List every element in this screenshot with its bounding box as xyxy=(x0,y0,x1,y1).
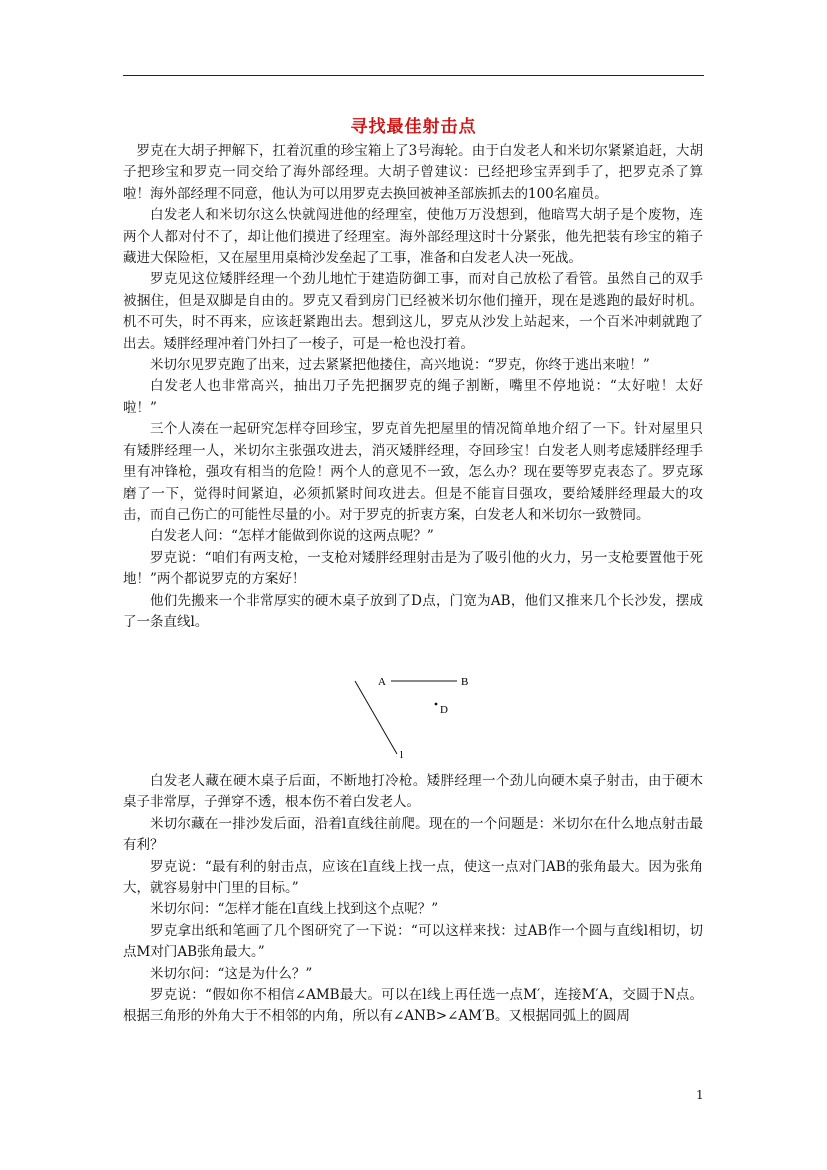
paragraph: 罗克说：“最有利的射击点，应该在l直线上找一点，使这一点对门AB的张角最大。因为张角大，就容易射中门里的目标。” xyxy=(123,858,703,897)
paragraph: 罗克拿出纸和笔画了几个图研究了一下说：“可以这样来找：过AB作一个圆与直线l相切，切点M对门AB张角最大。” xyxy=(123,922,703,961)
paragraph: 罗克说：“咱们有两支枪，一支枪对矮胖经理射击是为了吸引他的火力，另一支枪要置他于死地！”两个都说罗克的方案好！ xyxy=(123,549,703,588)
header-rule xyxy=(123,75,704,76)
paragraph: 罗克说：“假如你不相信∠AMB最大。可以在l线上再任选一点M′，连接M′A，交圆于N点。根据三角形的外角大于不相邻的内角，所以有∠ANB>∠AM′B。又根据同弧上的圆周 xyxy=(123,987,703,1025)
label-l: l xyxy=(400,749,404,761)
paragraph: 米切尔问：“这是为什么？” xyxy=(150,965,313,982)
point-d xyxy=(435,703,438,706)
geometry-figure xyxy=(350,672,480,762)
paragraph: 米切尔见罗克跑了出来，过去紧紧把他搂住，高兴地说：“罗克，你终于逃出来啦！” xyxy=(150,357,650,374)
paragraph: 罗克在大胡子押解下，扛着沉重的珍宝箱上了3号海轮。由于白发老人和米切尔紧紧追赶，大胡子把珍宝和罗克一同交给了海外部经理。大胡子曾建议：已经把珍宝弄到手了，把罗克杀了算啦！海外部经理不同意，他认为可以用罗克去换回被神圣部族抓去的100名雇员。 xyxy=(123,143,703,202)
label-d: D xyxy=(440,704,448,716)
label-a: A xyxy=(378,676,386,688)
paragraph: 白发老人问：“怎样才能做到你说的这两点呢？” xyxy=(150,528,434,545)
paragraph: 罗克见这位矮胖经理一个劲儿地忙于建造防御工事，而对自己放松了看管。虽然自己的双手被捆住，但是双脚是自由的。罗克又看到房门已经被米切尔他们撞开，现在是逃跑的最好时机。机不可失，时不再来，应该赶紧跑出去。想到这儿，罗克从沙发上站起来，一个百米冲刺就跑了出去。矮胖经理冲着门外扫了一梭子，可是一枪也没打着。 xyxy=(123,271,703,352)
paragraph: 白发老人和米切尔这么快就闯进他的经理室，使他万万没想到，他暗骂大胡子是个废物，连两个人都对付不了，却让他们摸进了经理室。海外部经理这时十分紧张，他先把装有珍宝的箱子藏进大保险柜，又在屋里用桌椅沙发垒起了工事，准备和白发老人决一死战。 xyxy=(123,207,703,267)
label-b: B xyxy=(461,676,469,688)
paragraph: 三个人凑在一起研究怎样夺回珍宝，罗克首先把屋里的情况简单地介绍了一下。针对屋里只有矮胖经理一人，米切尔主张强攻进去，消灭矮胖经理，夺回珍宝！白发老人则考虑矮胖经理手里有冲锋枪，强攻有相当的危险！两个人的意见不一致，怎么办？现在要等罗克表态了。罗克琢磨了一下，觉得时间紧迫，必须抓紧时间攻进去。但是不能盲目强攻，要给矮胖经理最大的攻击，而自己伤亡的可能性尽量的小。对于罗克的折衷方案，白发老人和米切尔一致赞同。 xyxy=(123,421,703,523)
body-upper xyxy=(123,141,703,633)
line-l xyxy=(355,681,397,754)
paragraph: 米切尔问：“怎样才能在l直线上找到这个点呢？” xyxy=(150,901,439,918)
paragraph: 他们先搬来一个非常厚实的硬木桌子放到了D点，门宽为AB，他们又推来几个长沙发，摆成了一条直线l。 xyxy=(123,592,703,630)
body-lower xyxy=(123,771,703,1028)
paragraph: 白发老人也非常高兴，抽出刀子先把捆罗克的绳子割断，嘴里不停地说：“太好啦！太好啦！” xyxy=(123,378,703,416)
paragraph: 米切尔藏在一排沙发后面，沿着l直线往前爬。现在的一个问题是：米切尔在什么地点射击最有利？ xyxy=(123,815,703,854)
page-title: 寻找最佳射击点 xyxy=(350,117,477,137)
page-number: 1 xyxy=(696,1088,704,1102)
paragraph: 白发老人藏在硬木桌子后面，不断地打冷枪。矮胖经理一个劲儿向硬木桌子射击，由于硬木桌子非常厚，子弹穿不透，根本伤不着白发老人。 xyxy=(123,773,703,811)
